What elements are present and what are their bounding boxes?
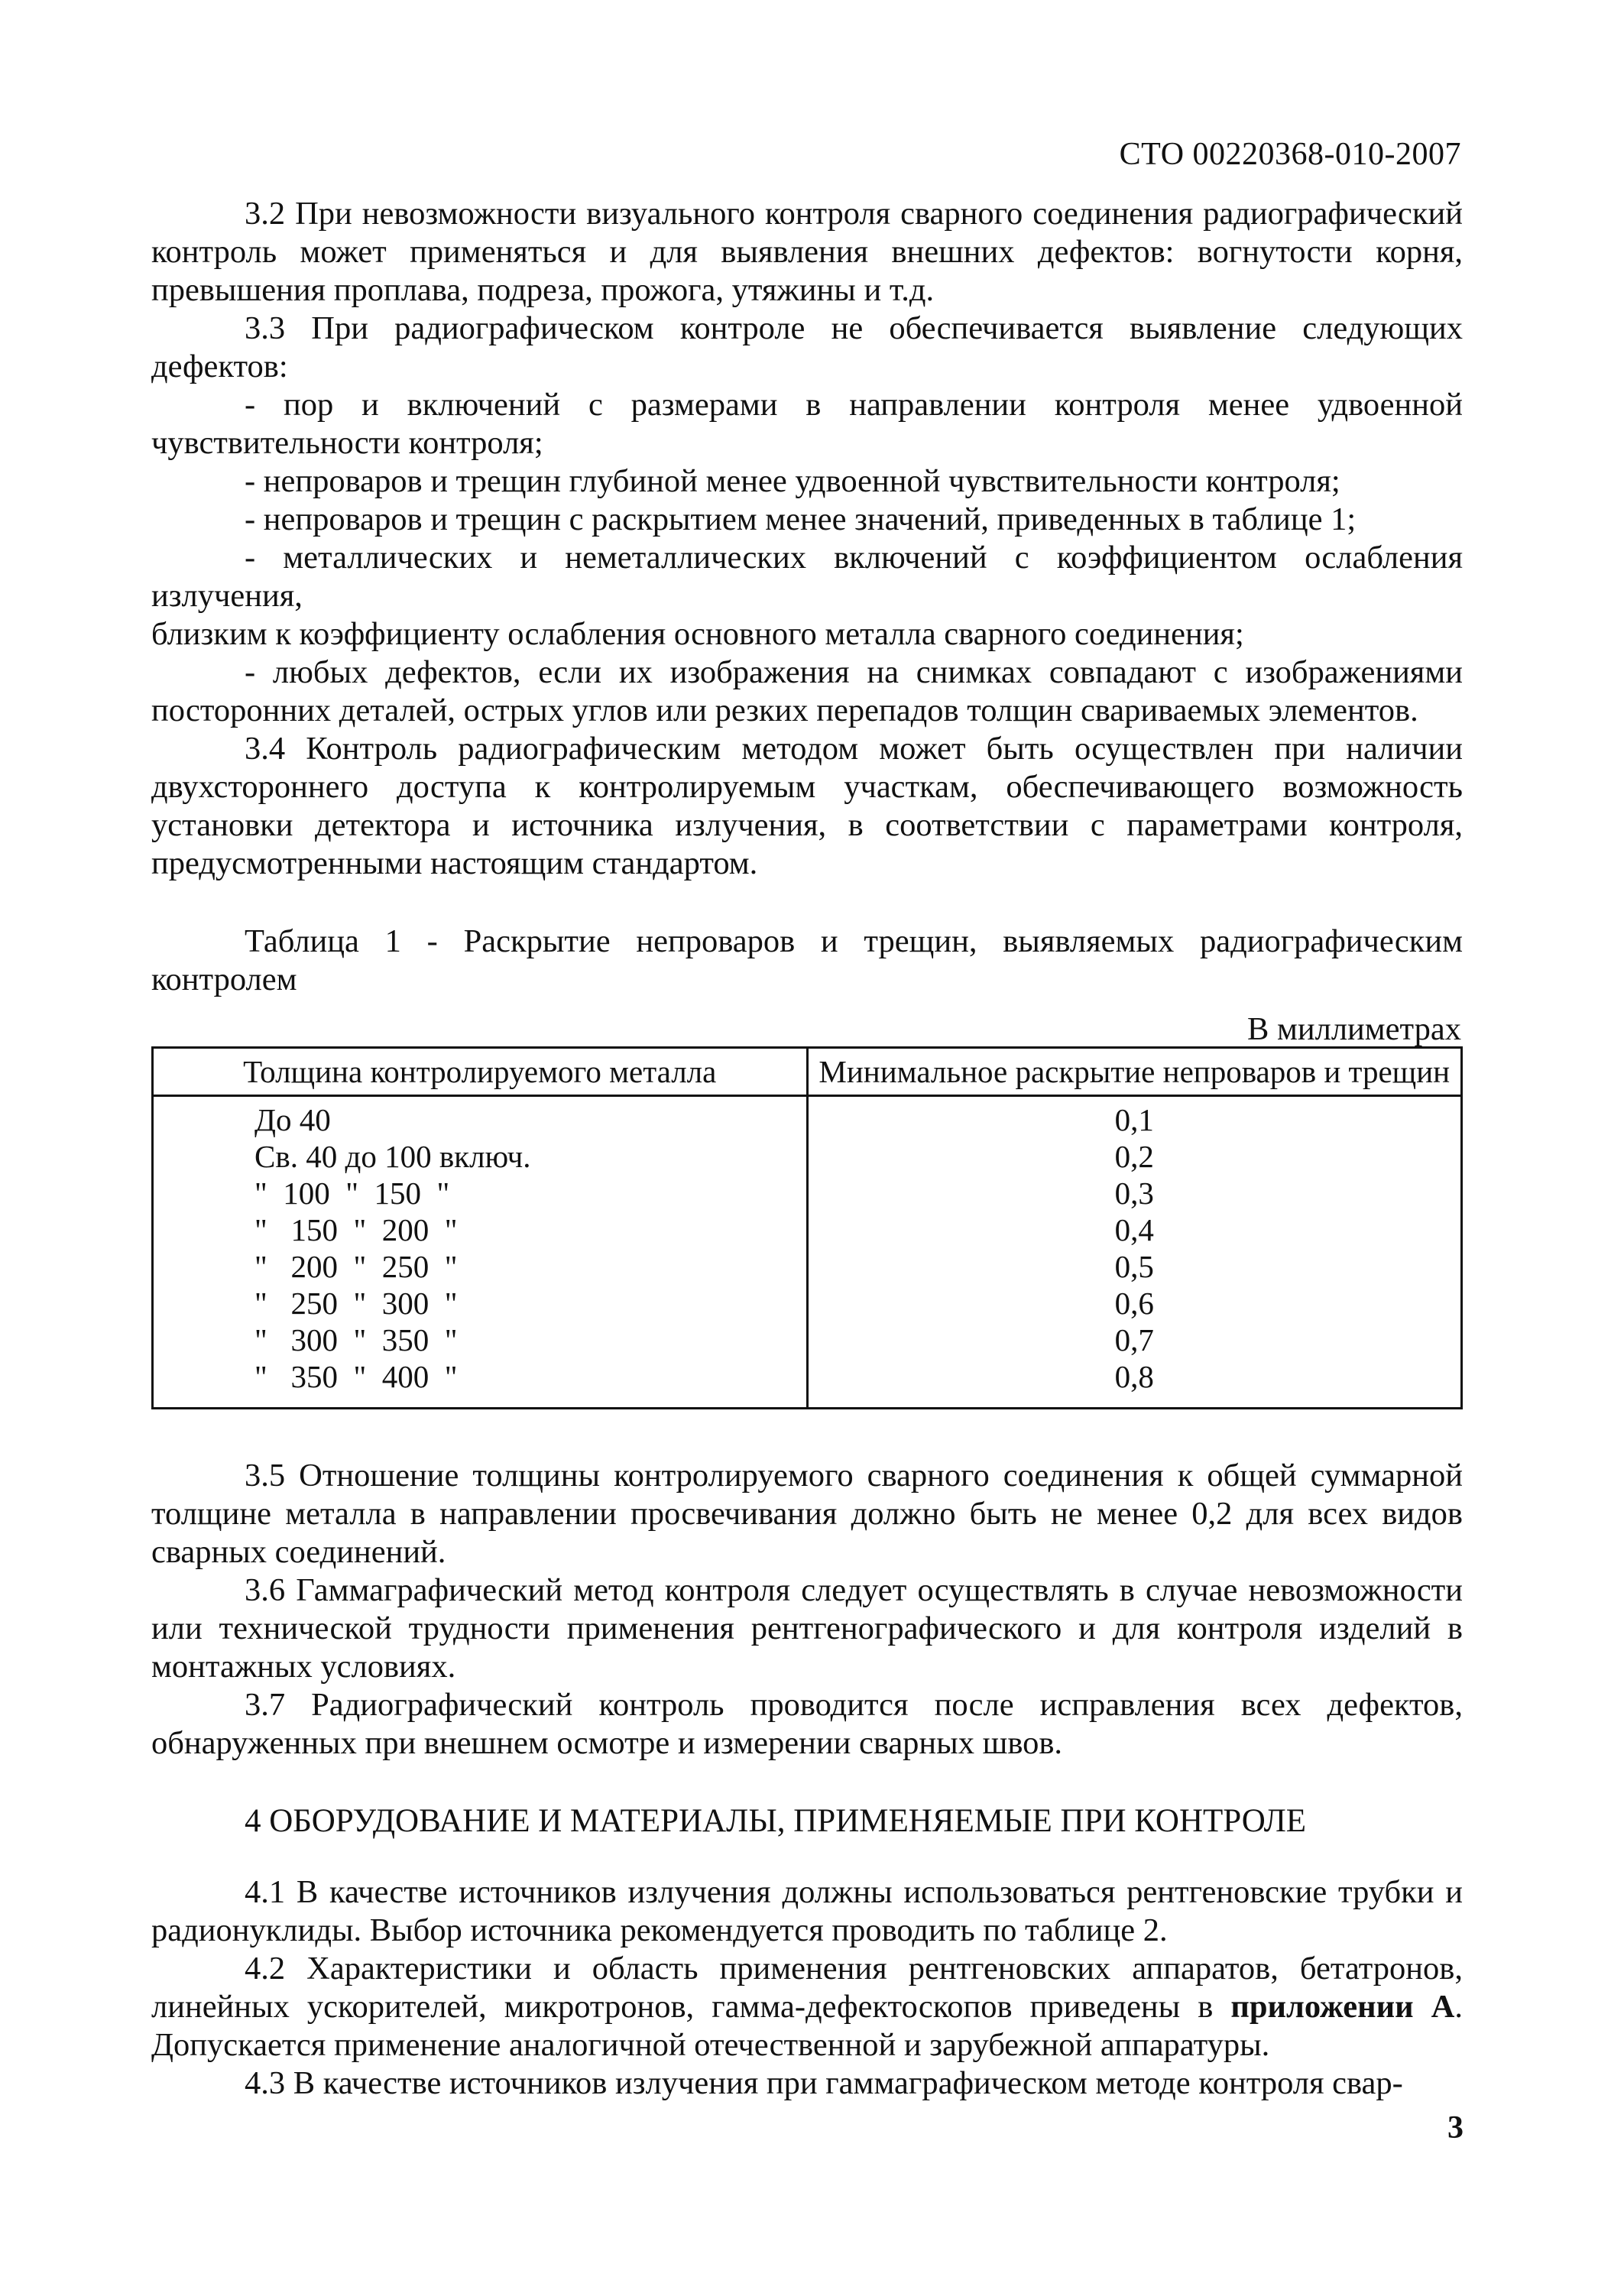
paragraph-3-3: 3.3 При радиографическом контроле не обеспечивается выявление следующих дефектов: xyxy=(151,310,1463,384)
thickness-cell: До 40 xyxy=(153,1096,808,1139)
thickness-cell: " 200 " 250 " xyxy=(153,1248,808,1285)
paragraph-3-2: 3.2 При невозможности визуального контроля сварного соединения радиографический контроль может применяться и для выявления внешних дефектов: вогнутости корня, превышения проплава, подреза, прожога, утяжины и т.д. xyxy=(151,196,1463,308)
appendix-a-reference: приложении А xyxy=(1230,1989,1455,2025)
opening-cell: 0,4 xyxy=(807,1211,1462,1248)
section-4-heading: 4 ОБОРУДОВАНИЕ И МАТЕРИАЛЫ, ПРИМЕНЯЕМЫЕ ПРИ КОНТРОЛЕ xyxy=(245,1803,1307,1839)
paragraph-4-2 xyxy=(151,1950,1463,2064)
opening-cell: 0,1 xyxy=(807,1096,1462,1139)
thickness-cell: Св. 40 до 100 включ. xyxy=(153,1138,808,1175)
paragraph-4-3: 4.3 В качестве источников излучения при гаммаграфическом методе контроля свар- xyxy=(245,2065,1403,2101)
thickness-cell: " 250 " 300 " xyxy=(153,1285,808,1322)
thickness-cell: " 100 " 150 " xyxy=(153,1175,808,1211)
table-1-units: В миллиметрах xyxy=(1247,1011,1461,1047)
thickness-cell: " 300 " 350 " xyxy=(153,1322,808,1358)
thickness-cell: " 350 " 400 " xyxy=(153,1358,808,1409)
paragraph-3-6: 3.6 Гаммаграфический метод контроля следует осуществлять в случае невозможности или технической трудности применения рентгенографического и для контроля изделий в монтажных условиях. xyxy=(151,1572,1463,1685)
table-1 xyxy=(151,1046,1463,1409)
paragraph-3-7: 3.7 Радиографический контроль проводится после исправления всех дефектов, обнаруженных при внешнем осмотре и измерении сварных швов. xyxy=(151,1687,1463,1761)
opening-cell: 0,5 xyxy=(807,1248,1462,1285)
table-row xyxy=(153,1285,1462,1322)
opening-cell: 0,2 xyxy=(807,1138,1462,1175)
list-item: - металлических и неметаллических включений с коэффициентом ослабления излучения, xyxy=(151,540,1463,614)
table-row xyxy=(153,1358,1462,1409)
table-row xyxy=(153,1211,1462,1248)
paragraph-4-1: 4.1 В качестве источников излучения должны использоваться рентгеновские трубки и радионуклиды. Выбор источника рекомендуется проводить по таблице 2. xyxy=(151,1874,1463,1948)
table-row xyxy=(153,1096,1462,1139)
paragraph-4-2-start: 4.2 Характеристики и область применения рентгеновских аппаратов, бетатронов, линейных ускорителей, микротронов, гамма-дефектоскопов приведены в xyxy=(151,1951,1463,2025)
table-row xyxy=(153,1138,1462,1175)
table-1-caption: Таблица 1 - Раскрытие непроваров и трещин, выявляемых радиографическим контролем xyxy=(151,923,1463,997)
list-item-continuation: близким к коэффициенту ослабления основного металла сварного соединения; xyxy=(151,616,1244,652)
paragraph-4-2-end: . Допускается применение аналогичной отечественной и зарубежной аппаратуры. xyxy=(151,1989,1464,2063)
thickness-cell: " 150 " 200 " xyxy=(153,1211,808,1248)
list-item: - пор и включений с размерами в направлении контроля менее удвоенной чувствительности контроля; xyxy=(151,387,1463,461)
paragraph-3-4: 3.4 Контроль радиографическим методом может быть осуществлен при наличии двухстороннего доступа к контролируемым участкам, обеспечивающего возможность установки детектора и источника излучения, в соответствии с параметрами контроля, предусмотренными настоящим стандартом. xyxy=(151,731,1463,881)
opening-cell: 0,7 xyxy=(807,1322,1462,1358)
paragraph-3-5: 3.5 Отношение толщины контролируемого сварного соединения к общей суммарной толщине металла в направлении просвечивания должно быть не менее 0,2 для всех видов сварных соединений. xyxy=(151,1458,1463,1570)
opening-cell: 0,6 xyxy=(807,1285,1462,1322)
table-row xyxy=(153,1322,1462,1358)
column-header-opening: Минимальное раскрытие непроваров и трещин xyxy=(807,1048,1462,1096)
table-row xyxy=(153,1248,1462,1285)
page-body xyxy=(151,195,1463,2103)
list-item: - непроваров и трещин глубиной менее удвоенной чувствительности контроля; xyxy=(245,463,1340,499)
list-item: - любых дефектов, если их изображения на снимках совпадают с изображениями посторонних деталей, острых углов или резких перепадов толщин свариваемых элементов. xyxy=(151,654,1463,728)
page-number: 3 xyxy=(1447,2110,1464,2145)
document-code-header: СТО 00220368-010-2007 xyxy=(1119,137,1461,172)
column-header-thickness: Толщина контролируемого металла xyxy=(153,1048,808,1096)
table-row xyxy=(153,1175,1462,1211)
opening-cell: 0,3 xyxy=(807,1175,1462,1211)
list-item: - непроваров и трещин с раскрытием менее значений, приведенных в таблице 1; xyxy=(245,501,1357,537)
opening-cell: 0,8 xyxy=(807,1358,1462,1409)
